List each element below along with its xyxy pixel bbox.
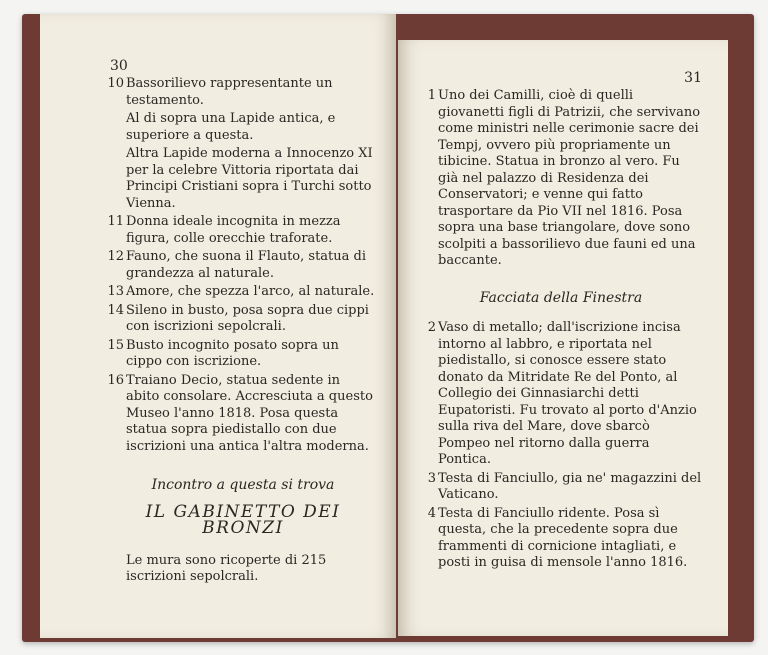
- closing-paragraph: Le mura sono ricoperte di 215 iscrizioni sepolcrali.: [126, 552, 327, 584]
- left-page: [40, 14, 396, 638]
- left-page-text: [107, 76, 376, 586]
- catalog-entry: [420, 471, 702, 504]
- catalog-entry: [107, 372, 376, 456]
- catalog-entry: [107, 337, 376, 371]
- entry-text: Al di sopra una Lapide antica, e superiore a questa.: [126, 111, 336, 143]
- catalog-entry: [107, 284, 376, 301]
- entry-number: 14: [107, 302, 124, 318]
- entry-number: 12: [107, 249, 124, 264]
- catalog-entry: [110, 146, 376, 212]
- entry-number: 4: [427, 505, 436, 521]
- entry-text: Busto incognito posato sopra un cippo con iscrizione.: [126, 337, 339, 369]
- entry-text: Vaso di metallo; dall'iscrizione incisa intorno al labbro, e riportata nel piedistallo, si conosce essere stato donato da Mitridate Re del Ponto, al Collegio dei Ginnasiarchi detti Eupatoristi. Fu trovato al porto d'Anzio sulla riva del Mare, dove sbarcò Pompeo nel ritorno dalla guerra Pontica.: [438, 320, 697, 467]
- entry-text: Altra Lapide moderna a Innocenzo XI per la celebre Vittoria riportata dai Principi Cristiani sopra i Turchi sotto Vienna.: [126, 146, 373, 211]
- entry-text: Traiano Decio, statua sedente in abito consolare. Accresciuta a questo Museo l'anno 1818. Posa questa statua sopra piedistallo con due iscrizioni una antica l'altra moderna.: [126, 372, 373, 454]
- catalog-entry: [420, 506, 702, 572]
- entry-number: 13: [107, 284, 124, 299]
- catalog-entry: [107, 249, 376, 282]
- entry-text: Testa di Fanciullo ridente. Posa sì questa, che la precedente sopra due frammenti di cornicione intagliati, e posti in guisa di mensole l'anno 1816.: [438, 505, 688, 570]
- section-heading: Facciata della Finestra: [479, 289, 643, 306]
- catalog-entry: [107, 76, 376, 109]
- page-number: 30: [110, 58, 128, 74]
- entry-text: Amore, che spezza l'arco, al naturale.: [126, 284, 375, 299]
- catalog-entry: [420, 88, 702, 270]
- right-page: [398, 40, 728, 636]
- catalog-entry: [420, 320, 702, 469]
- section-title: IL GABINETTO DEI BRONZI: [145, 501, 341, 538]
- entry-number: 15: [107, 337, 124, 353]
- entry-number: 16: [107, 372, 124, 388]
- entry-text: Testa di Fanciullo, gia ne' magazzini del Vaticano.: [438, 470, 702, 502]
- entry-text: Bassorilievo rappresentante un testamento.: [126, 76, 333, 108]
- entry-text: Donna ideale incognita in mezza figura, colle orecchie traforate.: [126, 214, 341, 246]
- entry-text: Sileno in busto, posa sopra due cippi con iscrizioni sepolcrali.: [126, 302, 369, 334]
- entry-text: Fauno, che suona il Flauto, statua di grandezza al naturale.: [126, 249, 366, 281]
- entry-number: 2: [427, 320, 436, 335]
- subheading: Incontro a questa si trova: [151, 477, 335, 493]
- catalog-entry: [110, 111, 376, 144]
- entry-text: Uno dei Camilli, cioè di quelli giovanetti figli di Patrizii, che servivano come ministri nelle cerimonie sacre dei Tempj, ovvero più propriamente un tibicine. Statua in bronzo al vero. Fu già nel palazzo di Residenza dei Conservatori; e venne qui fatto trasportare da Pio VII nel 1816. Posa sopra una base triangolare, dove sono scolpiti a bassorilievo due fauni ed una baccante.: [438, 88, 701, 268]
- entry-number: 1: [427, 88, 436, 103]
- entry-number: 11: [107, 214, 124, 229]
- catalog-entry: [107, 214, 376, 247]
- catalog-entry: [107, 302, 376, 336]
- entry-number: 3: [427, 470, 436, 486]
- entry-number: 10: [107, 76, 124, 91]
- right-page-text: [420, 88, 702, 572]
- page-number: 31: [684, 70, 702, 86]
